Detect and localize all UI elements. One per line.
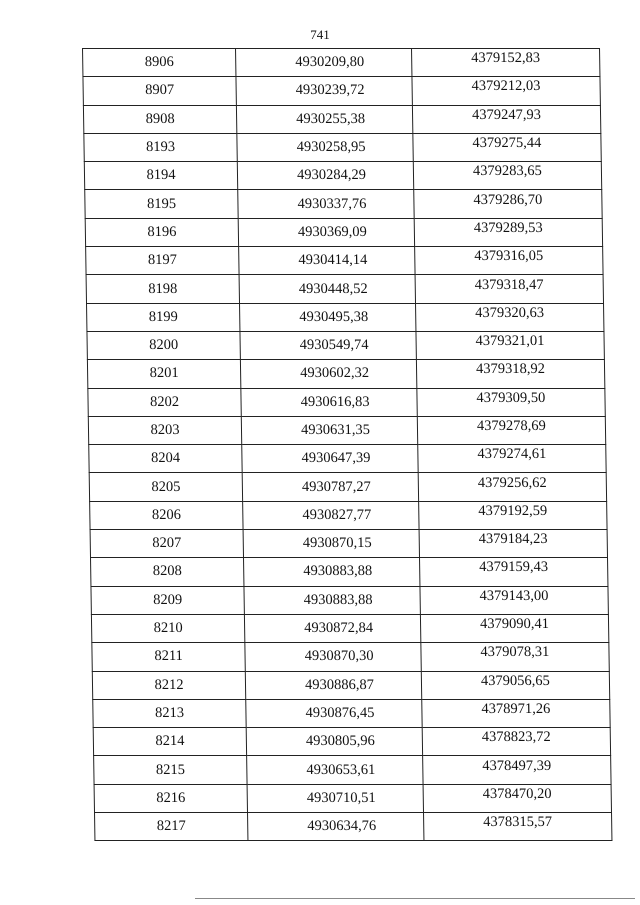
cell-text: 4379309,50 bbox=[476, 389, 546, 406]
y-coordinate-cell bbox=[414, 190, 603, 218]
cell-text: 4930870,15 bbox=[302, 535, 372, 552]
cell-text: 4379078,31 bbox=[480, 644, 550, 661]
cell-text: 8201 bbox=[149, 365, 179, 382]
table-row bbox=[85, 218, 602, 246]
cell-text: 8196 bbox=[147, 223, 177, 240]
x-coordinate-cell bbox=[242, 473, 418, 501]
cell-text: 4379275,44 bbox=[472, 135, 542, 152]
cell-text: 4930883,88 bbox=[303, 563, 373, 580]
cell-text: 8206 bbox=[151, 506, 182, 523]
y-coordinate-cell bbox=[412, 105, 601, 133]
cell-text: 4930787,27 bbox=[301, 478, 371, 495]
cell-text: 8213 bbox=[154, 704, 185, 721]
x-coordinate-cell bbox=[247, 756, 423, 784]
cell-text: 4930647,39 bbox=[301, 450, 371, 467]
point-id-cell bbox=[88, 416, 242, 444]
x-coordinate-cell bbox=[237, 162, 413, 190]
table-row bbox=[86, 275, 603, 303]
y-coordinate-cell bbox=[411, 49, 600, 77]
cell-text: 4930883,88 bbox=[303, 591, 373, 608]
x-coordinate-cell bbox=[243, 530, 419, 558]
cell-text: 4930710,51 bbox=[306, 789, 376, 806]
x-coordinate-cell bbox=[244, 558, 420, 586]
table-row bbox=[90, 501, 607, 529]
cell-text: 4930827,77 bbox=[302, 506, 372, 523]
table-row bbox=[95, 813, 612, 841]
table-row bbox=[84, 162, 601, 190]
cell-text: 4379316,05 bbox=[474, 248, 544, 265]
cell-text: 4379212,03 bbox=[471, 78, 541, 95]
point-id-cell bbox=[83, 49, 237, 77]
y-coordinate-cell bbox=[413, 133, 602, 161]
cell-text: 4379247,93 bbox=[471, 106, 542, 123]
y-coordinate-cell bbox=[415, 303, 604, 331]
point-id-cell bbox=[94, 756, 248, 784]
cell-text: 8205 bbox=[151, 478, 181, 495]
point-id-cell bbox=[83, 105, 237, 133]
cell-text: 4930414,14 bbox=[298, 252, 368, 269]
y-coordinate-cell bbox=[421, 643, 610, 671]
y-coordinate-cell bbox=[422, 728, 611, 756]
cell-text: 4379274,61 bbox=[477, 446, 547, 463]
cell-text: 8216 bbox=[156, 789, 186, 806]
cell-text: 8200 bbox=[149, 337, 179, 354]
x-coordinate-cell bbox=[238, 218, 414, 246]
cell-text: 4930239,72 bbox=[295, 82, 365, 99]
table-row bbox=[94, 756, 611, 784]
x-coordinate-cell bbox=[238, 190, 414, 218]
cell-text: 8202 bbox=[149, 393, 180, 410]
point-id-cell bbox=[87, 303, 241, 331]
cell-text: 8204 bbox=[150, 450, 181, 467]
cell-text: 8193 bbox=[145, 139, 176, 156]
cell-text: 4930616,83 bbox=[300, 393, 370, 410]
point-id-cell bbox=[92, 643, 246, 671]
table-row bbox=[91, 586, 608, 614]
cell-text: 4379143,00 bbox=[479, 587, 549, 604]
point-id-cell bbox=[89, 445, 243, 473]
x-coordinate-cell bbox=[246, 699, 422, 727]
table-row bbox=[93, 728, 610, 756]
table-row bbox=[83, 49, 600, 77]
x-coordinate-cell bbox=[239, 275, 415, 303]
x-coordinate-cell bbox=[239, 247, 415, 275]
x-coordinate-cell bbox=[241, 416, 417, 444]
cell-text: 8908 bbox=[145, 110, 175, 127]
coordinates-table-container bbox=[82, 48, 612, 841]
cell-text: 4378470,20 bbox=[482, 785, 552, 802]
cell-text: 4379278,69 bbox=[476, 418, 546, 434]
x-coordinate-cell bbox=[242, 445, 418, 473]
point-id-cell bbox=[91, 558, 245, 586]
table-row bbox=[88, 388, 605, 416]
table-row bbox=[84, 133, 601, 161]
x-coordinate-cell bbox=[248, 813, 424, 841]
point-id-cell bbox=[90, 530, 244, 558]
x-coordinate-cell bbox=[246, 728, 422, 756]
cell-text: 4379256,62 bbox=[477, 474, 547, 491]
x-coordinate-cell bbox=[241, 360, 417, 388]
cell-text: 4930209,80 bbox=[295, 54, 365, 71]
y-coordinate-cell bbox=[417, 388, 606, 416]
cell-text: 4379192,59 bbox=[478, 502, 548, 519]
point-id-cell bbox=[85, 218, 239, 246]
y-coordinate-cell bbox=[417, 416, 606, 444]
point-id-cell bbox=[89, 473, 243, 501]
cell-text: 8198 bbox=[148, 280, 178, 297]
cell-text: 8907 bbox=[145, 82, 175, 99]
cell-text: 8212 bbox=[154, 676, 184, 693]
cell-text: 4378497,39 bbox=[482, 757, 552, 774]
cell-text: 4378971,26 bbox=[481, 700, 551, 717]
table-row bbox=[89, 445, 606, 473]
point-id-cell bbox=[88, 388, 242, 416]
x-coordinate-cell bbox=[236, 77, 412, 105]
cell-text: 8194 bbox=[146, 167, 176, 184]
cell-text: 4379152,83 bbox=[471, 50, 541, 67]
table-row bbox=[87, 360, 604, 388]
cell-text: 8209 bbox=[153, 591, 183, 608]
coordinates-table bbox=[82, 48, 612, 841]
point-id-cell bbox=[87, 360, 241, 388]
cell-text: 4379159,43 bbox=[479, 559, 549, 576]
y-coordinate-cell bbox=[413, 162, 602, 190]
cell-text: 8215 bbox=[155, 761, 186, 778]
cell-text: 4379318,47 bbox=[474, 276, 544, 293]
x-coordinate-cell bbox=[243, 501, 419, 529]
point-id-cell bbox=[86, 275, 240, 303]
table-row bbox=[83, 77, 600, 105]
cell-text: 4930870,30 bbox=[304, 648, 374, 665]
cell-text: 4930337,76 bbox=[297, 195, 367, 212]
y-coordinate-cell bbox=[419, 558, 608, 586]
table-row bbox=[91, 614, 608, 642]
point-id-cell bbox=[83, 77, 237, 105]
y-coordinate-cell bbox=[418, 445, 607, 473]
cell-text: 8217 bbox=[156, 818, 186, 835]
cell-text: 4378315,57 bbox=[483, 814, 553, 831]
cell-text: 4930805,96 bbox=[305, 733, 375, 750]
cell-text: 4930602,32 bbox=[300, 365, 370, 382]
table-row bbox=[92, 671, 609, 699]
table-row bbox=[86, 247, 603, 275]
x-coordinate-cell bbox=[245, 643, 421, 671]
table-row bbox=[92, 643, 609, 671]
cell-text: 4930886,87 bbox=[304, 676, 375, 693]
y-coordinate-cell bbox=[423, 784, 612, 812]
cell-text: 8906 bbox=[144, 54, 174, 71]
cell-text: 8210 bbox=[153, 620, 183, 637]
cell-text: 4379056,65 bbox=[480, 672, 550, 689]
cell-text: 4379286,70 bbox=[473, 191, 543, 208]
cell-text: 4379321,01 bbox=[475, 333, 545, 350]
point-id-cell bbox=[92, 671, 246, 699]
x-coordinate-cell bbox=[237, 133, 413, 161]
cell-text: 4930653,61 bbox=[306, 761, 376, 778]
cell-text: 4379283,65 bbox=[472, 163, 542, 180]
cell-text: 8211 bbox=[154, 648, 183, 665]
cell-text: 8197 bbox=[147, 252, 178, 269]
table-row bbox=[83, 105, 600, 133]
page-edge-line bbox=[195, 898, 635, 899]
cell-text: 4379090,41 bbox=[479, 616, 550, 633]
point-id-cell bbox=[93, 728, 247, 756]
cell-text: 4930255,38 bbox=[296, 110, 366, 127]
cell-text: 4379289,53 bbox=[473, 219, 543, 236]
table-row bbox=[94, 784, 611, 812]
point-id-cell bbox=[91, 614, 245, 642]
cell-text: 4379184,23 bbox=[478, 531, 548, 548]
cell-text: 4930258,95 bbox=[296, 139, 366, 156]
cell-text: 4930369,09 bbox=[297, 223, 367, 240]
point-id-cell bbox=[87, 331, 241, 359]
point-id-cell bbox=[86, 247, 240, 275]
table-row bbox=[89, 473, 606, 501]
table-row bbox=[91, 558, 608, 586]
y-coordinate-cell bbox=[418, 473, 607, 501]
point-id-cell bbox=[93, 699, 247, 727]
cell-text: 8195 bbox=[146, 195, 177, 212]
point-id-cell bbox=[90, 501, 244, 529]
cell-text: 4930876,45 bbox=[305, 704, 375, 721]
cell-text: 4930631,35 bbox=[300, 422, 371, 438]
y-coordinate-cell bbox=[416, 360, 605, 388]
y-coordinate-cell bbox=[415, 275, 604, 303]
x-coordinate-cell bbox=[240, 331, 416, 359]
table-row bbox=[90, 530, 607, 558]
cell-text: 8199 bbox=[148, 308, 178, 325]
cell-text: 4930549,74 bbox=[299, 337, 369, 354]
y-coordinate-cell bbox=[420, 614, 609, 642]
x-coordinate-cell bbox=[241, 388, 417, 416]
x-coordinate-cell bbox=[247, 784, 423, 812]
x-coordinate-cell bbox=[236, 49, 412, 77]
point-id-cell bbox=[84, 162, 238, 190]
cell-text: 8214 bbox=[155, 733, 185, 750]
y-coordinate-cell bbox=[422, 699, 611, 727]
cell-text: 4930284,29 bbox=[296, 167, 367, 184]
cell-text: 4379318,92 bbox=[475, 361, 546, 378]
point-id-cell bbox=[95, 813, 249, 841]
cell-text: 4378823,72 bbox=[481, 729, 551, 746]
cell-text: 8208 bbox=[152, 563, 182, 580]
table-row bbox=[87, 303, 604, 331]
x-coordinate-cell bbox=[245, 614, 421, 642]
y-coordinate-cell bbox=[419, 530, 608, 558]
cell-text: 4930448,52 bbox=[298, 280, 368, 297]
cell-text: 4379320,63 bbox=[475, 304, 545, 321]
x-coordinate-cell bbox=[237, 105, 413, 133]
x-coordinate-cell bbox=[240, 303, 416, 331]
y-coordinate-cell bbox=[414, 218, 603, 246]
point-id-cell bbox=[85, 190, 239, 218]
table-body bbox=[83, 49, 612, 841]
point-id-cell bbox=[94, 784, 248, 812]
table-row bbox=[87, 331, 604, 359]
cell-text: 4930634,76 bbox=[307, 818, 377, 835]
y-coordinate-cell bbox=[421, 671, 610, 699]
x-coordinate-cell bbox=[244, 586, 420, 614]
cell-text: 4930495,38 bbox=[299, 308, 369, 325]
point-id-cell bbox=[84, 133, 238, 161]
cell-text: 8207 bbox=[152, 535, 182, 552]
x-coordinate-cell bbox=[245, 671, 421, 699]
y-coordinate-cell bbox=[412, 77, 601, 105]
y-coordinate-cell bbox=[423, 813, 612, 841]
y-coordinate-cell bbox=[419, 501, 608, 529]
y-coordinate-cell bbox=[416, 331, 605, 359]
y-coordinate-cell bbox=[415, 247, 604, 275]
table-row bbox=[93, 699, 610, 727]
table-row bbox=[85, 190, 602, 218]
cell-text: 4930872,84 bbox=[304, 620, 374, 637]
point-id-cell bbox=[91, 586, 245, 614]
page-number: 741 bbox=[310, 27, 330, 42]
cell-text: 8203 bbox=[150, 422, 180, 438]
table-row bbox=[88, 416, 605, 444]
y-coordinate-cell bbox=[420, 586, 609, 614]
y-coordinate-cell bbox=[423, 756, 612, 784]
